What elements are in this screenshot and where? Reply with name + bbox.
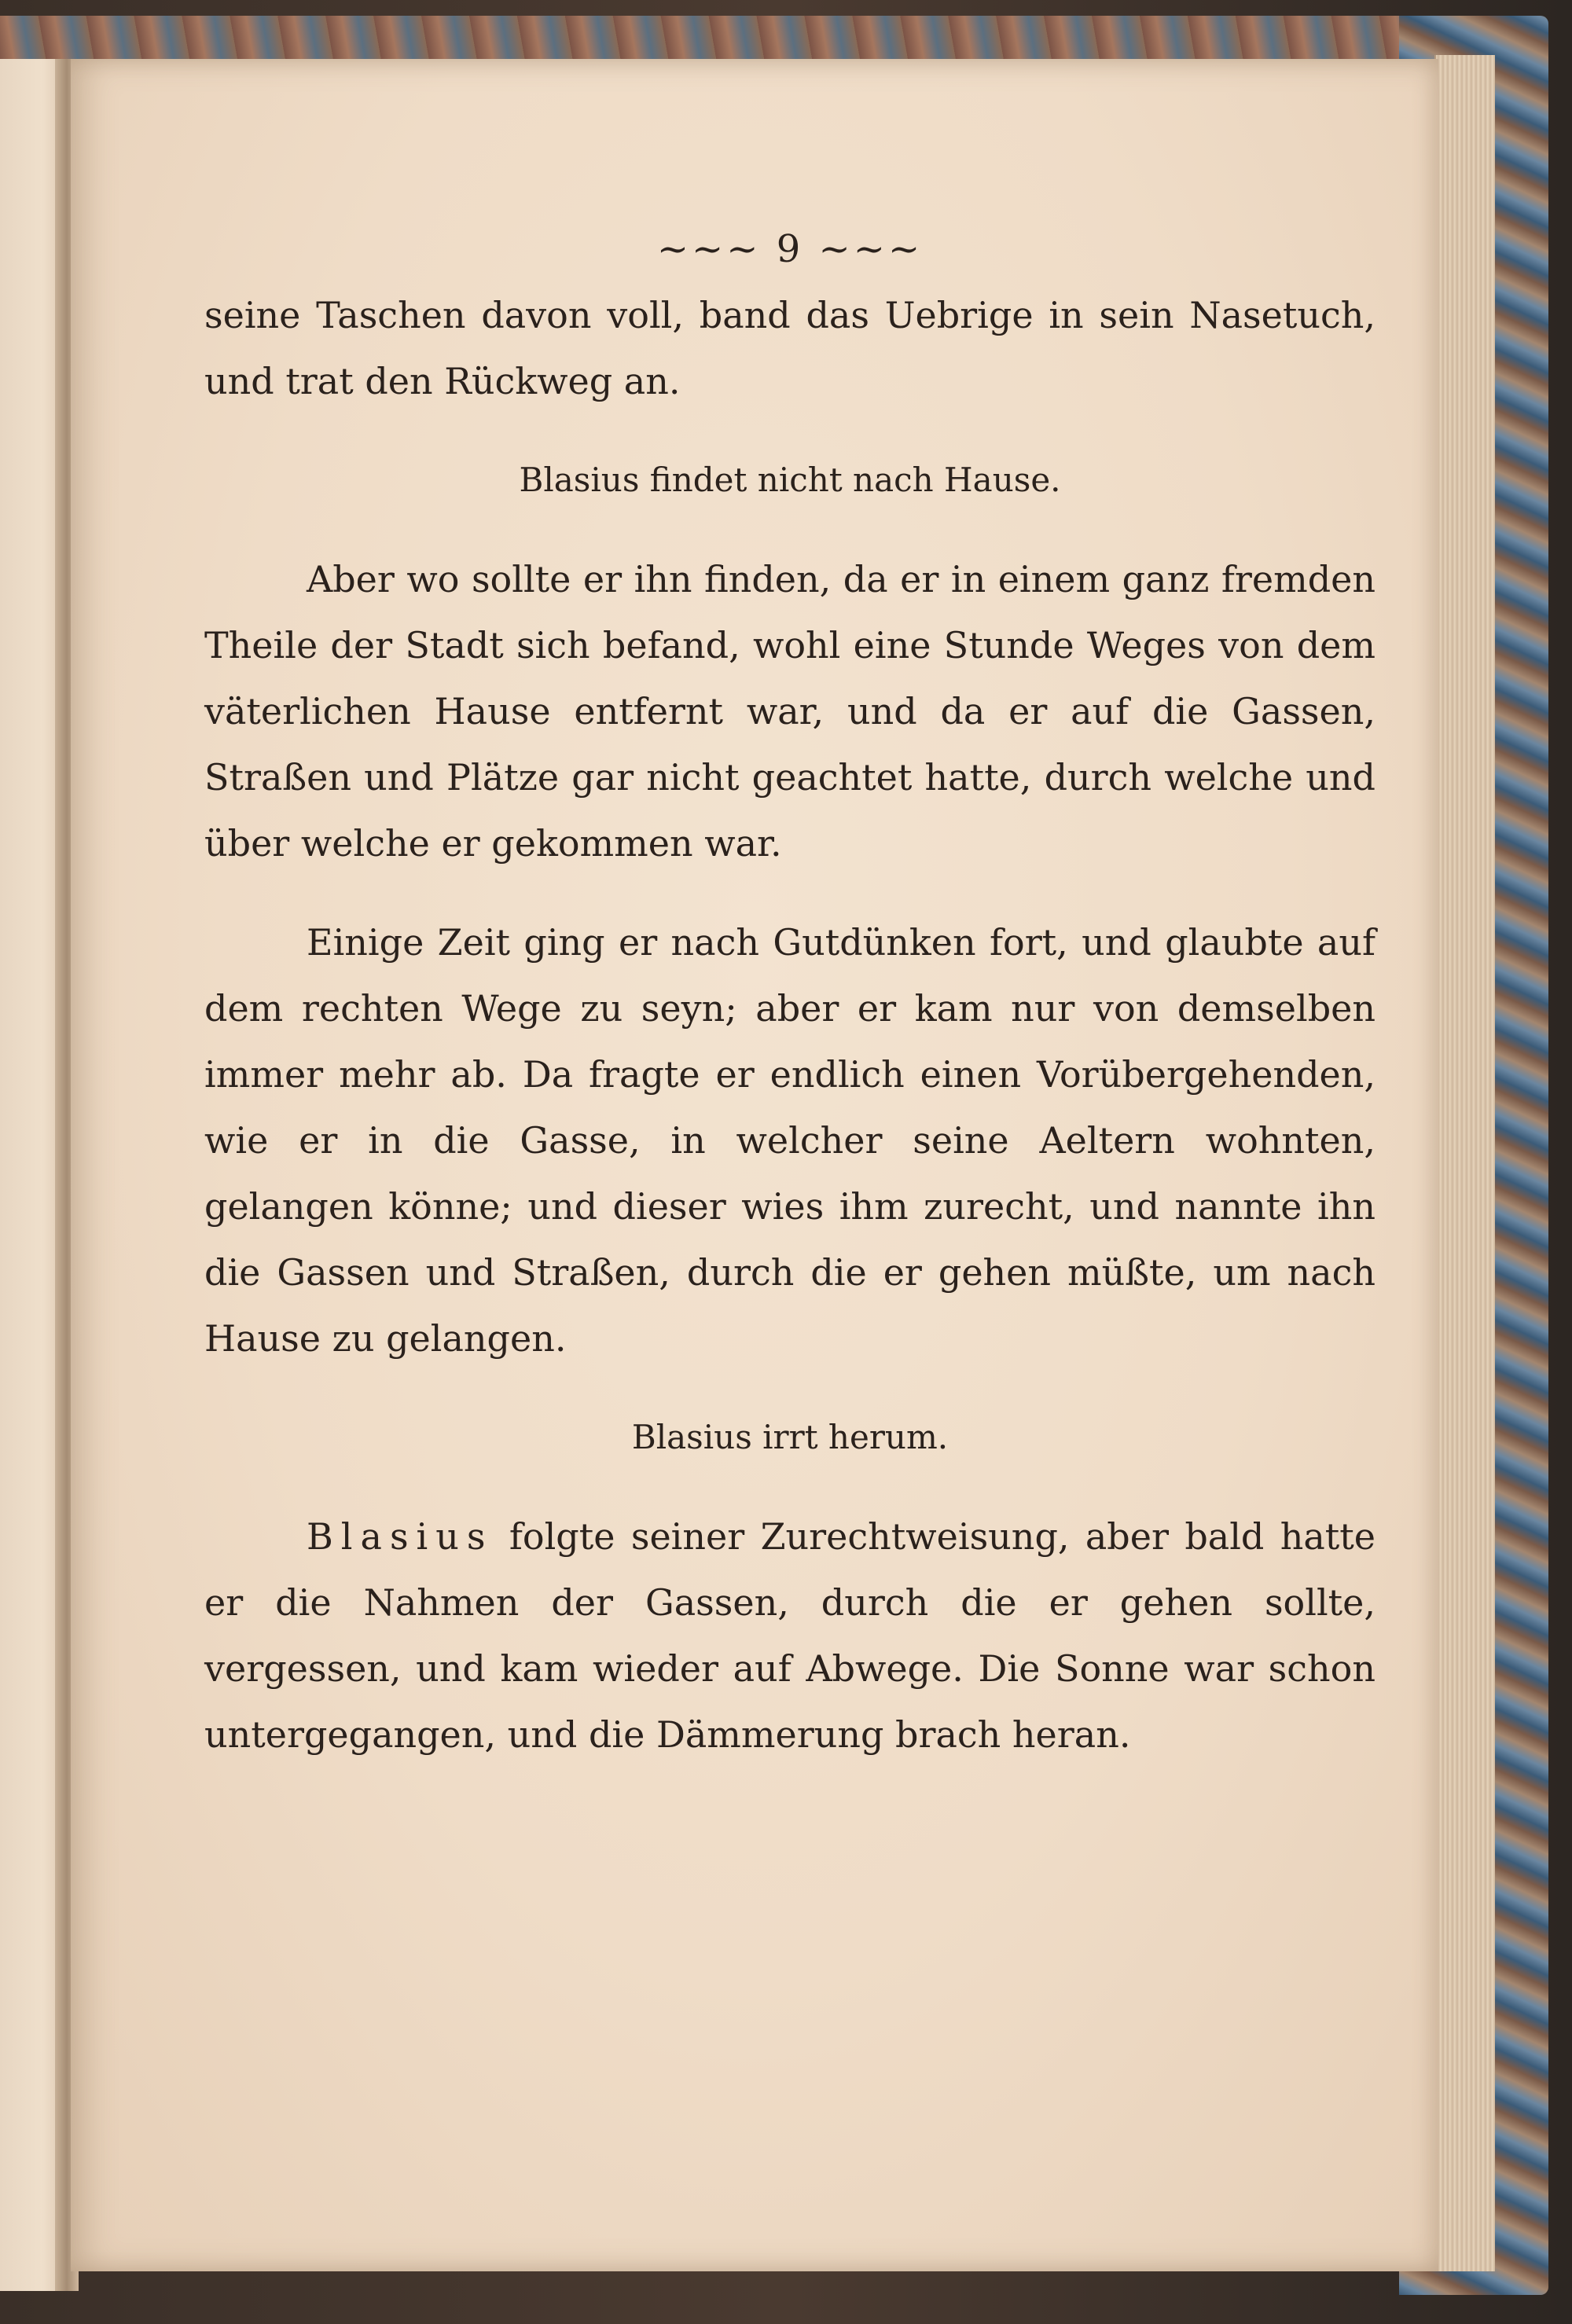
spaced-name: Blasius bbox=[307, 1515, 494, 1558]
continued-paragraph: seine Taschen davon voll, band das Uebrige in sein Nasetuch, und trat den Rückweg an. bbox=[204, 294, 1376, 402]
spacer bbox=[204, 876, 1376, 909]
paragraph-text: folgte seiner Zurechtweisung, aber bald hatte er die Nahmen der Gassen, durch die er gehen sollte, vergessen, und kam wieder auf Abwege. Die Sonne war schon untergegangen, und die Dämmerung brach heran. bbox=[204, 1515, 1376, 1756]
page-number-header: ~~~ 9 ~~~ bbox=[656, 227, 924, 271]
paragraph: Einige Zeit ging er nach Gutdünken fort, und glaubte auf dem rechten Wege zu seyn; aber er kam nur von demselben immer mehr ab. Da fragte er endlich einen Vorübergehenden, wie er in die Gasse, in welcher seine Aeltern wohnten, gelangen könne; und dieser wies ihm zurecht, und nannte ihn die Gassen und Straßen, durch die er gehen müßte, um nach Hause zu gelangen. bbox=[204, 921, 1376, 1360]
spacer bbox=[204, 414, 1376, 447]
spacer bbox=[204, 513, 1376, 546]
spacer bbox=[204, 1470, 1376, 1503]
section-heading: Blasius irrt herum. bbox=[631, 1418, 949, 1456]
section-heading: Blasius findet nicht nach Hause. bbox=[519, 461, 1061, 499]
paragraph: Aber wo sollte er ihn finden, da er in einem ganz fremden Theile der Stadt sich befand, wohl eine Stunde Weges von dem väterlichen Hause entfernt war, und da er auf die Gassen, Straßen und Plätze gar nicht geachtet hatte, durch welche und über welche er gekommen war. bbox=[204, 558, 1376, 865]
paragraph bbox=[204, 1503, 1376, 1768]
book-page bbox=[71, 59, 1438, 2271]
page-stack-edges bbox=[1434, 55, 1495, 2271]
page-text bbox=[204, 216, 1376, 1768]
spacer bbox=[204, 1371, 1376, 1404]
